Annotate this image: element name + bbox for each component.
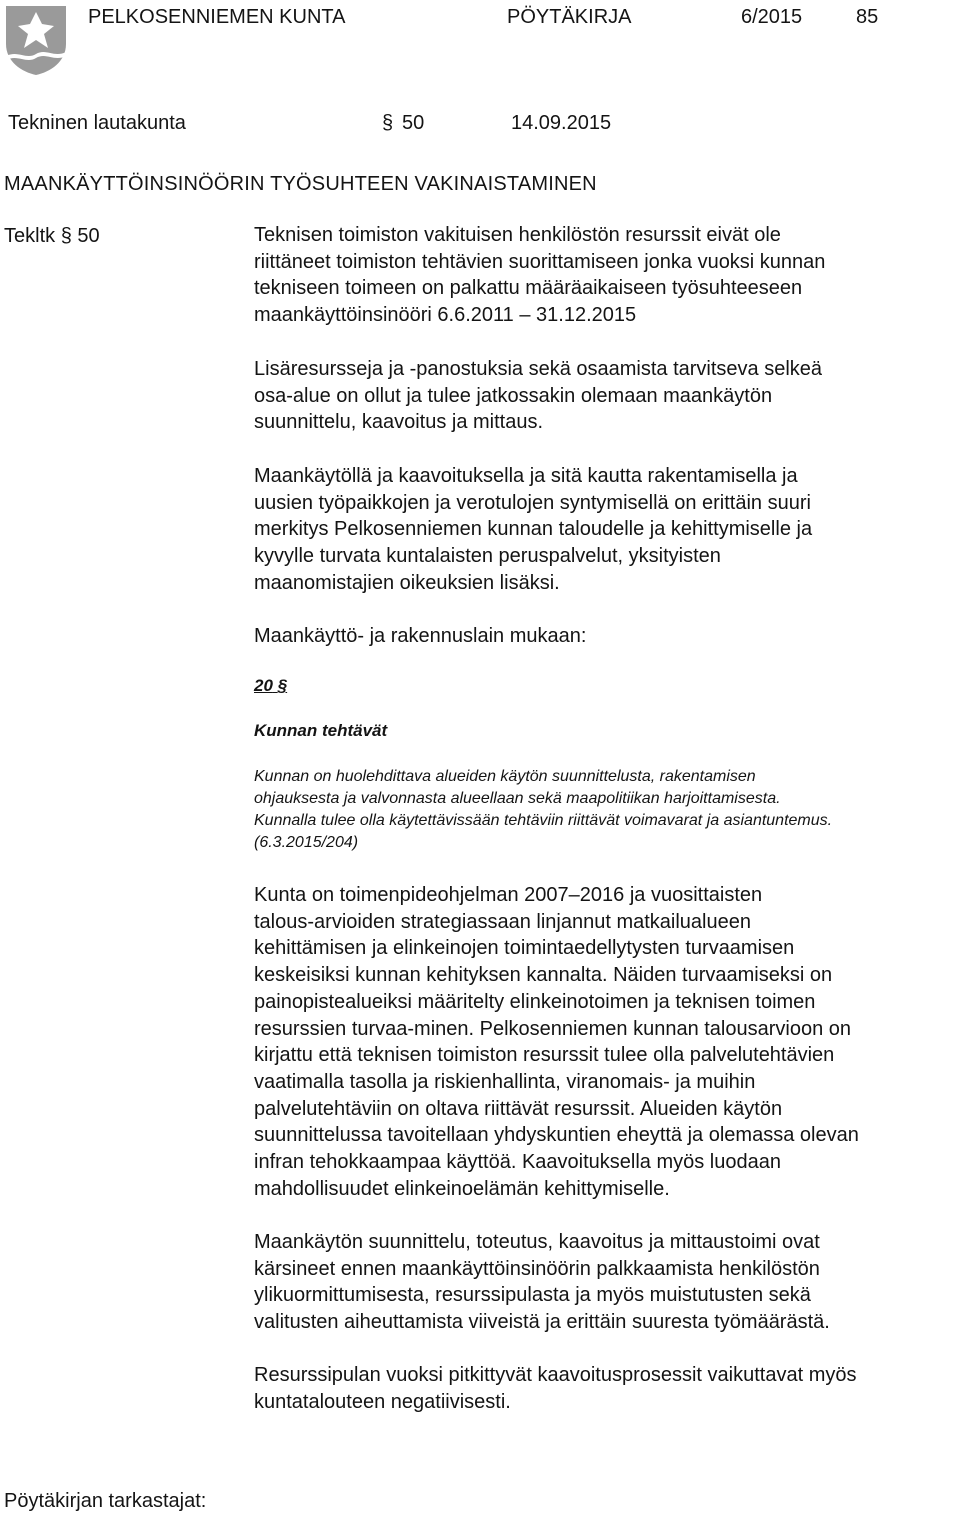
text-line: vaatimalla tasolla ja riskienhallinta, viranomais- ja muihin [254,1070,756,1093]
section-ref-label: Tekltk [4,225,56,247]
text-line: painopistealueiksi määritelty elinkeinotoimen ja teknisen toimen [254,990,816,1013]
text-line: mahdollisuudet elinkeinoelämän kehittymiselle. [254,1177,670,1200]
text-line: kyvylle turvata kuntalaisten peruspalvelut, yksityisten [254,545,721,568]
text-line: Maankäytöllä ja kaavoituksella ja sitä kautta rakentamisella ja [254,465,798,487]
paragraph-2 [254,356,954,436]
text-line: suunnittelussa tavoitellaan yhdyskuntien eheyttä ja olemassa olevan [254,1124,859,1147]
minutes-reviewers-label: Pöytäkirjan tarkastajat: [4,1490,207,1512]
section-sign: § [382,112,394,134]
paragraph-4 [254,623,954,650]
paragraph-1 [254,222,954,329]
text-line: valitusten aiheuttamista viiveistä ja erittäin suuresta työmäärästä. [254,1311,830,1334]
text-line: Maankäytön suunnittelu, toteutus, kaavoitus ja mittaustoimi ovat [254,1231,820,1253]
committee-name: Tekninen lautakunta [8,112,186,134]
text-line: ylikuormittumisesta, resurssipulasta ja myös muistutusten sekä [254,1284,811,1307]
paragraph-7 [254,1362,954,1415]
section-ref-sign: § [60,225,72,247]
text-line: kehittämisen ja elinkeinojen toimintaedellytysten turvaamisen [254,937,795,960]
text-line: Resurssipulan vuoksi pitkittyvät kaavoitusprosessit vaikuttavat myös [254,1364,857,1386]
text-line: kirjattu että teknisen toimiston resurssit tulee olla palvelutehtävien [254,1044,835,1067]
document-type: PÖYTÄKIRJA [507,6,632,28]
meeting-date: 14.09.2015 [511,112,612,134]
municipality-name: PELKOSENNIEMEN KUNTA [88,6,346,28]
text-line: Teknisen toimiston vakituisen henkilöstön resurssit eivät ole [254,224,781,246]
text-line: palvelutehtäviin on oltava riittävät resurssit. Alueiden käytön [254,1097,783,1120]
text-line: kärsineet ennen maankäyttöinsinöörin palkkaamista henkilöstön [254,1257,820,1280]
law-line: Kunnan on huolehdittava alueiden käytön suunnittelusta, rakentamisen [254,768,756,785]
paragraph-6 [254,1229,954,1336]
text-line: osa-alue on ollut ja tulee jatkossakin olemaan maankäytön [254,384,773,407]
text-line: uusien työpaikkojen ja verotulojen syntymisellä on erittäin suuri [254,491,811,514]
law-section-heading: Kunnan tehtävät [254,721,388,740]
law-number: 20 [254,676,273,695]
law-section-number [254,676,287,696]
law-line: (6.3.2015/204) [254,834,359,851]
text-line: maankäyttöinsinööri 6.6.2011 – 31.12.2015 [254,304,637,327]
text-line: Maankäyttö- ja rakennuslain mukaan: [254,625,587,647]
section-number: 50 [402,112,425,134]
page-title: MAANKÄYTTÖINSINÖÖRIN TYÖSUHTEEN VAKINAISTAMINEN [4,173,597,195]
law-line: ohjauksesta ja valvonnasta alueellaan sekä maapolitiikan harjoittamisesta. [254,790,781,807]
page-number: 85 [856,6,879,28]
text-line: Lisäresursseja ja -panostuksia sekä osaamista tarvitseva selkeä [254,358,823,380]
section-reference [4,223,100,249]
text-line: riittäneet toimiston tehtävien suorittamiseen jonka vuoksi kunnan [254,250,826,273]
law-line: Kunnalla tulee olla käytettävissään tehtäviin riittävät voimavarat ja asiantuntemus. [254,812,833,829]
paragraph-3 [254,463,954,597]
text-line: talous-arvioiden strategiassaan linjannut matkailualueen [254,910,751,933]
text-line: suunnittelu, kaavoitus ja mittaus. [254,411,544,434]
issue-number: 6/2015 [741,6,803,28]
text-line: tekniseen toimeen on palkattu määräaikaiseen työsuhteeseen [254,277,803,300]
paragraph-5 [254,882,954,1202]
text-line: merkitys Pelkosenniemen kunnan taloudelle ja kehittymiselle ja [254,518,813,541]
text-line: infran tehokkaampaa käyttöä. Kaavoituksella myös luodaan [254,1151,781,1174]
municipality-crest-icon [4,4,68,76]
text-line: kuntatalouteen negatiivisesti. [254,1390,511,1413]
text-line: maanomistajien oikeuksien lisäksi. [254,571,560,594]
text-line: keskeisiksi kunnan kehityksen kannalta. Näiden turvaamiseksi on [254,964,833,987]
text-line: Kunta on toimenpideohjelman 2007–2016 ja vuosittaisten [254,884,763,906]
law-quote [254,766,832,854]
law-sign: § [277,676,288,695]
text-line: resurssien turvaa-minen. Pelkosenniemen kunnan talousarvioon on [254,1017,852,1040]
section-ref-number: 50 [77,225,100,247]
